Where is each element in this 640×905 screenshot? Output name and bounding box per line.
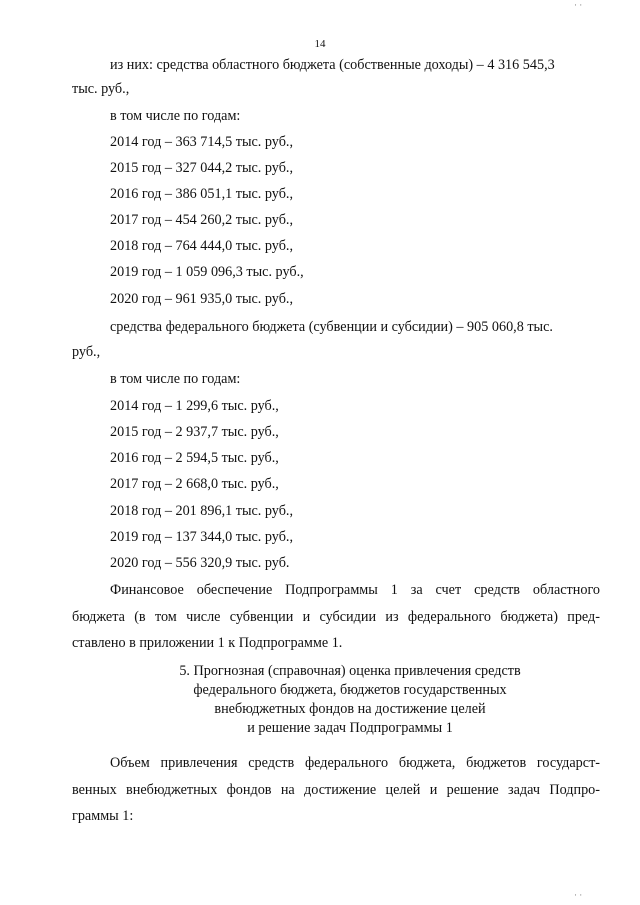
volume-paragraph-line2: венных внебюджетных фондов на достижение целей и решение задач Подпро-	[72, 782, 600, 798]
regional-year-line: 2020 год – 961 935,0 тыс. руб.,	[110, 291, 294, 307]
section-heading-line2: федерального бюджета, бюджетов государственных	[193, 682, 507, 698]
regional-by-years-label: в том числе по годам:	[110, 108, 241, 124]
section-heading-line3: внебюджетных фондов на достижение целей	[214, 701, 486, 717]
federal-year-line: 2019 год – 137 344,0 тыс. руб.,	[110, 529, 294, 545]
corner-mark-bottom: · ·	[574, 890, 583, 900]
federal-year-line: 2014 год – 1 299,6 тыс. руб.,	[110, 398, 279, 414]
regional-year-line: 2015 год – 327 044,2 тыс. руб.,	[110, 160, 294, 176]
section-heading-line1: 5. Прогнозная (справочная) оценка привлечения средств	[179, 663, 521, 679]
financing-paragraph-line1: Финансовое обеспечение Подпрограммы 1 за счет средств областного	[110, 582, 600, 598]
federal-year-line: 2017 год – 2 668,0 тыс. руб.,	[110, 476, 279, 492]
corner-mark-top: · ·	[574, 0, 583, 10]
financing-paragraph-line2: бюджета (в том числе субвенции и субсидии из федерального бюджета) пред-	[72, 609, 600, 625]
federal-intro-line1: средства федерального бюджета (субвенции и субсидии) – 905 060,8 тыс.	[110, 319, 553, 335]
federal-year-line: 2018 год – 201 896,1 тыс. руб.,	[110, 503, 294, 519]
regional-year-line: 2019 год – 1 059 096,3 тыс. руб.,	[110, 264, 304, 280]
federal-intro-line2: руб.,	[72, 344, 101, 360]
regional-year-line: 2017 год – 454 260,2 тыс. руб.,	[110, 212, 294, 228]
federal-year-line: 2016 год – 2 594,5 тыс. руб.,	[110, 450, 279, 466]
volume-paragraph-line3: граммы 1:	[72, 808, 134, 824]
section-heading-line4: и решение задач Подпрограммы 1	[247, 720, 453, 736]
page-number: 14	[314, 38, 326, 50]
volume-paragraph-line1: Объем привлечения средств федерального бюджета, бюджетов государст-	[110, 755, 600, 771]
regional-year-line: 2016 год – 386 051,1 тыс. руб.,	[110, 186, 294, 202]
regional-intro-line2: тыс. руб.,	[72, 81, 130, 97]
federal-year-line: 2020 год – 556 320,9 тыс. руб.	[110, 555, 290, 571]
regional-year-line: 2014 год – 363 714,5 тыс. руб.,	[110, 134, 294, 150]
financing-paragraph-line3: ставлено в приложении 1 к Подпрограмме 1.	[72, 635, 343, 651]
regional-intro-line1: из них: средства областного бюджета (собственные доходы) – 4 316 545,3	[110, 57, 555, 73]
regional-year-line: 2018 год – 764 444,0 тыс. руб.,	[110, 238, 294, 254]
federal-by-years-label: в том числе по годам:	[110, 371, 241, 387]
federal-year-line: 2015 год – 2 937,7 тыс. руб.,	[110, 424, 279, 440]
